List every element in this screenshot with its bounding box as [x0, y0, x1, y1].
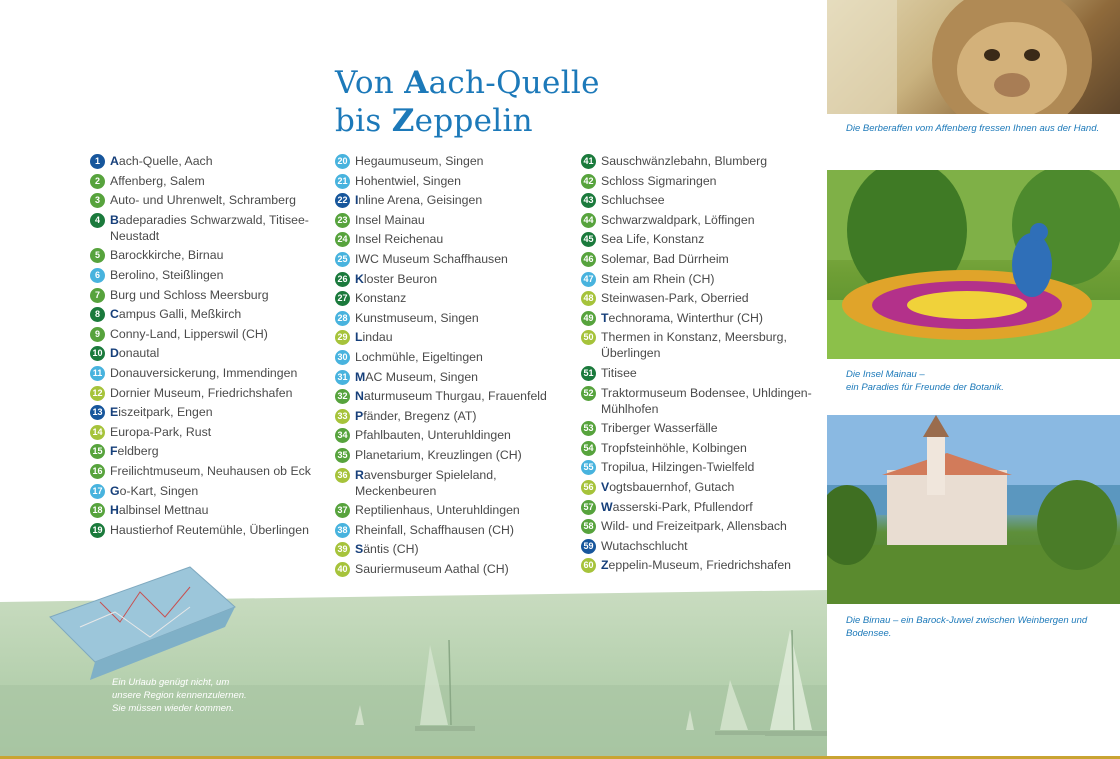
number-badge: 60: [581, 558, 596, 573]
attraction-text: avensburger Spieleland, Meckenbeuren: [355, 467, 497, 498]
attraction-text: Wild- und Freizeitpark, Allensbach: [601, 519, 787, 534]
number-badge: 32: [335, 389, 350, 404]
map-caption: Ein Urlaub genügt nicht, um unsere Region kennenzulernen. Sie müssen wieder kommen.: [112, 677, 247, 714]
number-badge: 51: [581, 366, 596, 381]
attraction-item: [581, 153, 821, 169]
attraction-text: Planetarium, Kreuzlingen (CH): [355, 447, 522, 462]
number-badge: 53: [581, 421, 596, 436]
attraction-text: eppelin-Museum, Friedrichshafen: [608, 558, 792, 573]
attraction-label: [601, 173, 717, 189]
number-badge: 21: [335, 174, 350, 189]
folded-map-icon: [40, 562, 240, 687]
attraction-text: Lochmühle, Eigeltingen: [355, 349, 483, 364]
attraction-item: [581, 173, 821, 189]
attraction-label: [355, 251, 508, 267]
number-badge: 42: [581, 174, 596, 189]
attraction-item: [581, 459, 821, 475]
attraction-text: Triberger Wasserfälle: [601, 421, 718, 436]
attraction-label: [601, 271, 714, 287]
attraction-item: [335, 369, 575, 385]
attraction-text: Auto- und Uhrenwelt, Schramberg: [110, 193, 296, 208]
attraction-item: [581, 538, 821, 554]
attraction-item: [335, 349, 575, 365]
number-badge: 45: [581, 232, 596, 247]
attraction-item: [335, 271, 575, 287]
attraction-text: Europa-Park, Rust: [110, 424, 212, 439]
attraction-label: [601, 385, 821, 417]
number-badge: 3: [90, 193, 105, 208]
attraction-label: [110, 306, 241, 322]
attraction-label: [355, 192, 482, 208]
attraction-item: [90, 443, 330, 459]
number-badge: 7: [90, 288, 105, 303]
initial-letter: T: [601, 310, 609, 325]
initial-letter: H: [110, 503, 119, 518]
attraction-label: [355, 502, 520, 518]
number-badge: 26: [335, 272, 350, 287]
attraction-text: Burg und Schloss Meersburg: [110, 287, 269, 302]
number-badge: 58: [581, 519, 596, 534]
attraction-text: Tropilua, Hilzingen-Twielfeld: [601, 460, 755, 475]
attraction-label: [601, 499, 753, 515]
number-badge: 33: [335, 409, 350, 424]
attraction-item: [90, 345, 330, 361]
number-badge: 35: [335, 448, 350, 463]
number-badge: 27: [335, 291, 350, 306]
number-badge: 1: [90, 154, 105, 169]
attraction-text: albinsel Mettnau: [118, 503, 209, 518]
attraction-label: [601, 440, 747, 456]
initial-letter: R: [355, 467, 364, 482]
attraction-label: [110, 404, 213, 420]
attraction-text: Schloss Sigmaringen: [601, 173, 717, 188]
attraction-text: Stein am Rhein (CH): [601, 271, 715, 286]
initial-letter: D: [110, 346, 119, 361]
attraction-item: [335, 310, 575, 326]
number-badge: 15: [90, 444, 105, 459]
attraction-item: [581, 212, 821, 228]
attraction-item: [581, 557, 821, 573]
attraction-label: [355, 427, 511, 443]
attraction-label: [355, 467, 575, 499]
attraction-label: [110, 424, 211, 440]
attraction-label: [110, 443, 159, 459]
attraction-label: [110, 385, 292, 401]
attraction-text: indau: [362, 330, 393, 345]
attraction-label: [110, 326, 268, 342]
attraction-label: [355, 447, 522, 463]
attraction-text: Insel Reichenau: [355, 232, 444, 247]
attraction-text: loster Beuron: [363, 271, 438, 286]
attraction-label: [110, 267, 223, 283]
attraction-item: [335, 561, 575, 577]
attraction-item: [90, 424, 330, 440]
attraction-item: [581, 479, 821, 495]
number-badge: 22: [335, 193, 350, 208]
attractions-list-column-2: [335, 153, 575, 580]
attraction-text: Conny-Land, Lipperswil (CH): [110, 326, 268, 341]
attraction-text: äntis (CH): [363, 542, 419, 557]
attraction-text: Barockkirche, Birnau: [110, 248, 224, 263]
attraction-text: iszeitpark, Engen: [118, 405, 213, 420]
attraction-item: [335, 192, 575, 208]
number-badge: 56: [581, 480, 596, 495]
attraction-label: [110, 365, 297, 381]
attraction-label: [601, 310, 763, 326]
number-badge: 43: [581, 193, 596, 208]
attraction-text: Rheinfall, Schaffhausen (CH): [355, 522, 515, 537]
number-badge: 29: [335, 330, 350, 345]
attraction-text: Konstanz: [355, 291, 407, 306]
photo-barbary-macaque: [827, 0, 1120, 114]
attraction-text: Donauversickerung, Immendingen: [110, 365, 298, 380]
number-badge: 13: [90, 405, 105, 420]
number-badge: 30: [335, 350, 350, 365]
attraction-text: adeparadies Schwarzwald, Titisee-Neustadt: [110, 212, 309, 243]
attraction-item: [90, 463, 330, 479]
attraction-text: IWC Museum Schaffhausen: [355, 251, 508, 266]
attraction-text: Affenberg, Salem: [110, 173, 205, 188]
number-badge: 23: [335, 213, 350, 228]
number-badge: 44: [581, 213, 596, 228]
attraction-label: [355, 541, 419, 557]
attraction-label: [601, 459, 754, 475]
attraction-item: [581, 290, 821, 306]
number-badge: 36: [335, 468, 350, 483]
attraction-item: [581, 251, 821, 267]
attraction-item: [90, 267, 330, 283]
number-badge: 9: [90, 327, 105, 342]
attraction-item: [335, 388, 575, 404]
attraction-item: [90, 306, 330, 322]
attraction-label: [355, 212, 425, 228]
attraction-label: [601, 329, 821, 361]
attraction-label: [601, 153, 767, 169]
attraction-item: [90, 192, 330, 208]
attraction-item: [90, 502, 330, 518]
attraction-text: eldberg: [117, 444, 159, 459]
caption-monkey: Die Berberaffen vom Affenberg fressen Ihnen aus der Hand.: [846, 123, 1100, 134]
attraction-text: Steinwasen-Park, Oberried: [601, 291, 749, 306]
number-badge: 25: [335, 252, 350, 267]
number-badge: 47: [581, 272, 596, 287]
number-badge: 16: [90, 464, 105, 479]
attraction-item: [581, 499, 821, 515]
attraction-item: [335, 173, 575, 189]
number-badge: 20: [335, 154, 350, 169]
number-badge: 19: [90, 523, 105, 538]
number-badge: 59: [581, 539, 596, 554]
attraction-text: Freilichtmuseum, Neuhausen ob Eck: [110, 463, 311, 478]
church-icon: [827, 415, 1120, 604]
initial-letter: S: [355, 542, 364, 557]
attraction-label: [355, 173, 461, 189]
number-badge: 39: [335, 542, 350, 557]
attraction-item: [90, 385, 330, 401]
attraction-item: [581, 365, 821, 381]
number-badge: 49: [581, 311, 596, 326]
attraction-text: asserski-Park, Pfullendorf: [612, 499, 753, 514]
attraction-text: ampus Galli, Meßkirch: [118, 307, 242, 322]
attraction-text: nline Arena, Geisingen: [358, 193, 483, 208]
attraction-item: [90, 212, 330, 244]
attraction-label: [601, 290, 749, 306]
attraction-text: Sauriermuseum Aathal (CH): [355, 561, 509, 576]
attraction-label: [355, 561, 509, 577]
attraction-label: [355, 231, 443, 247]
attraction-label: [601, 231, 704, 247]
number-badge: 8: [90, 307, 105, 322]
number-badge: 48: [581, 291, 596, 306]
initial-letter: E: [110, 405, 119, 420]
attraction-text: Schluchsee: [601, 193, 665, 208]
attraction-text: Sauschwänzlebahn, Blumberg: [601, 154, 768, 168]
attraction-item: [335, 447, 575, 463]
attraction-label: [601, 365, 637, 381]
attraction-label: [355, 388, 547, 404]
initial-letter: C: [110, 307, 119, 322]
attraction-label: [601, 479, 734, 495]
caption-mainau: Die Insel Mainau – ein Paradies für Freunde der Botanik.: [846, 369, 1004, 393]
photo-mainau-flower-peacock: [827, 170, 1120, 359]
initial-letter: K: [355, 271, 364, 286]
attraction-text: AC Museum, Singen: [365, 369, 479, 384]
initial-letter: N: [355, 389, 364, 404]
number-badge: 38: [335, 523, 350, 538]
attraction-item: [90, 365, 330, 381]
attractions-list-column-1: [90, 153, 330, 541]
attraction-item: [335, 467, 575, 499]
attraction-label: [110, 483, 198, 499]
attraction-item: [335, 251, 575, 267]
attraction-item: [581, 518, 821, 534]
number-badge: 31: [335, 370, 350, 385]
attraction-text: Titisee: [601, 365, 637, 380]
attraction-label: [110, 212, 330, 244]
monkey-icon: [827, 0, 1120, 114]
attraction-label: [355, 329, 393, 345]
attraction-item: [335, 329, 575, 345]
attraction-item: [90, 522, 330, 538]
attractions-list-column-3: [581, 153, 821, 577]
attraction-label: [110, 192, 296, 208]
attraction-item: [335, 231, 575, 247]
attraction-label: [601, 538, 688, 554]
attraction-text: Pfahlbauten, Unteruhldingen: [355, 428, 511, 443]
number-badge: 2: [90, 174, 105, 189]
attraction-text: Reptilienhaus, Unteruhldingen: [355, 503, 520, 518]
attraction-item: [335, 408, 575, 424]
attraction-label: [355, 408, 476, 424]
title-line-1: Von Aach-Quelle: [335, 65, 600, 101]
attraction-item: [90, 404, 330, 420]
attraction-label: [601, 192, 665, 208]
number-badge: 41: [581, 154, 596, 169]
number-badge: 5: [90, 248, 105, 263]
attraction-label: [110, 173, 205, 189]
photo-birnau-church: [827, 415, 1120, 604]
attraction-item: [581, 385, 821, 417]
initial-letter: F: [110, 444, 118, 459]
attraction-text: ach-Quelle, Aach: [118, 154, 213, 168]
attraction-text: Insel Mainau: [355, 212, 425, 227]
initial-letter: W: [601, 499, 613, 514]
attraction-item: [581, 440, 821, 456]
attraction-label: [355, 153, 484, 169]
attraction-text: Hegaumuseum, Singen: [355, 154, 484, 168]
initial-letter: V: [601, 479, 610, 494]
number-badge: 4: [90, 213, 105, 228]
attraction-text: Kunstmuseum, Singen: [355, 310, 479, 325]
attraction-label: [110, 247, 223, 263]
number-badge: 50: [581, 330, 596, 345]
attraction-text: aturmuseum Thurgau, Frauenfeld: [363, 389, 547, 404]
attraction-item: [335, 541, 575, 557]
initial-letter: M: [355, 369, 366, 384]
attraction-label: [355, 369, 478, 385]
title-line-2: bis Zeppelin: [335, 103, 533, 139]
initial-letter: A: [110, 154, 119, 168]
attraction-text: Tropfsteinhöhle, Kolbingen: [601, 440, 747, 455]
attraction-item: [581, 310, 821, 326]
attraction-item: [335, 212, 575, 228]
attraction-label: [601, 420, 718, 436]
number-badge: 57: [581, 500, 596, 515]
attraction-label: [355, 290, 406, 306]
number-badge: 10: [90, 346, 105, 361]
number-badge: 17: [90, 484, 105, 499]
number-badge: 6: [90, 268, 105, 283]
number-badge: 46: [581, 252, 596, 267]
attraction-label: [110, 345, 159, 361]
attraction-text: echnorama, Winterthur (CH): [608, 310, 763, 325]
attraction-label: [355, 522, 514, 538]
number-badge: 28: [335, 311, 350, 326]
attraction-label: [355, 310, 479, 326]
initial-letter: P: [355, 408, 364, 423]
attraction-label: [355, 271, 437, 287]
attraction-item: [90, 326, 330, 342]
attraction-label: [601, 251, 729, 267]
number-badge: 14: [90, 425, 105, 440]
attraction-item: [90, 287, 330, 303]
attraction-text: Schwarzwaldpark, Löffingen: [601, 212, 755, 227]
number-badge: 54: [581, 441, 596, 456]
attraction-text: Traktormuseum Bodensee, Uhldingen-Mühlhofen: [601, 385, 812, 416]
caption-birnau: Die Birnau – ein Barock-Juwel zwischen Weinbergen und Bodensee.: [846, 615, 1088, 639]
number-badge: 55: [581, 460, 596, 475]
attraction-text: fänder, Bregenz (AT): [363, 408, 477, 423]
attraction-item: [90, 483, 330, 499]
attraction-text: Thermen in Konstanz, Meersburg, Überlingen: [601, 330, 787, 361]
number-badge: 18: [90, 503, 105, 518]
attraction-text: Dornier Museum, Friedrichshafen: [110, 385, 293, 400]
attraction-text: Berolino, Steißlingen: [110, 267, 224, 282]
attraction-text: Sea Life, Konstanz: [601, 232, 705, 247]
attraction-label: [110, 153, 213, 169]
attraction-item: [581, 420, 821, 436]
initial-letter: L: [355, 330, 363, 345]
attraction-item: [581, 231, 821, 247]
attraction-item: [335, 290, 575, 306]
attraction-text: o-Kart, Singen: [119, 483, 199, 498]
attraction-label: [110, 522, 309, 538]
attraction-item: [90, 153, 330, 169]
attraction-text: onautal: [118, 346, 160, 361]
number-badge: 11: [90, 366, 105, 381]
attraction-item: [335, 522, 575, 538]
number-badge: 52: [581, 386, 596, 401]
attraction-text: Haustierhof Reutemühle, Überlingen: [110, 522, 309, 537]
number-badge: 12: [90, 386, 105, 401]
initial-letter: G: [110, 483, 120, 498]
attraction-text: Hohentwiel, Singen: [355, 173, 461, 188]
initial-letter: Z: [601, 558, 609, 573]
initial-letter: I: [355, 193, 359, 208]
attraction-label: [601, 557, 791, 573]
number-badge: 34: [335, 428, 350, 443]
attraction-item: [581, 329, 821, 361]
attraction-item: [335, 153, 575, 169]
attraction-item: [581, 271, 821, 287]
attraction-item: [335, 427, 575, 443]
attraction-item: [90, 247, 330, 263]
attraction-label: [601, 212, 755, 228]
flower-peacock-icon: [827, 170, 1120, 359]
number-badge: 37: [335, 503, 350, 518]
attraction-item: [90, 173, 330, 189]
attraction-text: Solemar, Bad Dürrheim: [601, 251, 729, 266]
page-title: [335, 64, 600, 140]
attraction-label: [601, 518, 787, 534]
attraction-label: [355, 349, 483, 365]
number-badge: 24: [335, 232, 350, 247]
attraction-label: [110, 502, 208, 518]
attraction-text: Wutachschlucht: [601, 538, 688, 553]
number-badge: 40: [335, 562, 350, 577]
attraction-label: [110, 463, 311, 479]
attraction-item: [335, 502, 575, 518]
attraction-item: [581, 192, 821, 208]
initial-letter: B: [110, 212, 119, 227]
attraction-text: ogtsbauernhof, Gutach: [609, 479, 735, 494]
attraction-label: [110, 287, 269, 303]
